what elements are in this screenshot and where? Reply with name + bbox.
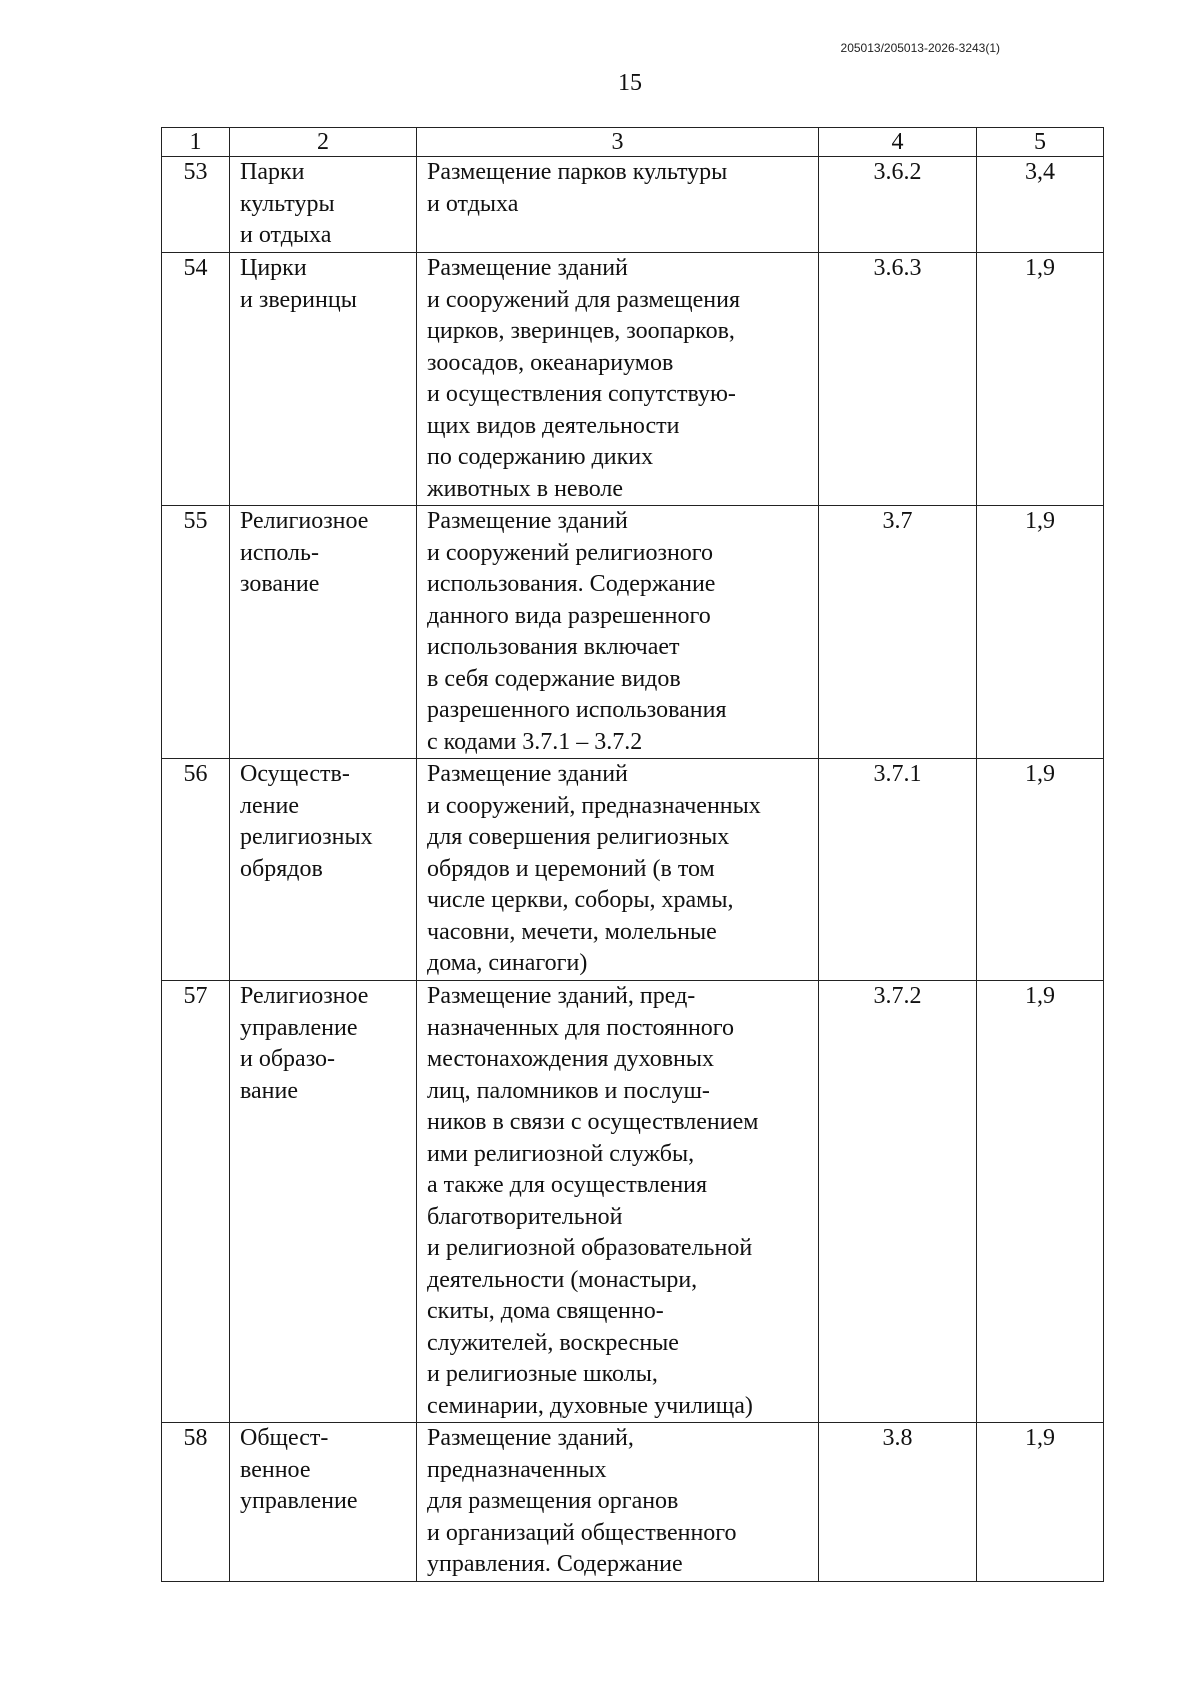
document-id: 205013/205013-2026-3243(1) (840, 41, 1000, 55)
coefficient-value: 1,9 (1025, 761, 1055, 787)
use-type-name: Религиозное управление и образо- вание (240, 983, 369, 1104)
row-number: 53 (183, 159, 208, 185)
use-type-name: Осуществ- ление религиозных обрядов (240, 761, 373, 882)
land-use-table (161, 127, 1104, 1582)
use-type-code: 3.7.2 (873, 983, 922, 1009)
use-type-code: 3.7.1 (873, 761, 922, 787)
use-type-code: 3.7 (882, 508, 913, 534)
use-type-code: 3.8 (882, 1425, 913, 1451)
coefficient-value: 1,9 (1025, 1425, 1055, 1451)
page-number: 15 (618, 70, 642, 96)
coefficient-value: 3,4 (1025, 159, 1055, 185)
column-header: 4 (819, 128, 977, 157)
use-type-description: Размещение парков культуры и отдыха (427, 159, 728, 217)
use-type-name: Общест- венное управление (240, 1425, 358, 1514)
use-type-description: Размещение зданий, предназначенных для размещения органов и организаций общественного управления. Содержание (427, 1425, 737, 1577)
coefficient-value: 1,9 (1025, 983, 1055, 1009)
use-type-name: Парки культуры и отдыха (240, 159, 335, 248)
table-row (162, 157, 1104, 253)
coefficient-value: 1,9 (1025, 508, 1055, 534)
use-type-description: Размещение зданий, пред- назначенных для постоянного местонахождения духовных лиц, паломников и послуш- ников в связи с осуществлением ими религиозной службы, а также для осуществления благотворительной и религиозной образовательной деятельности (монастыри, скиты, дома священно- служителей, воскресные и религиозные школы, семинарии, духовные училища) (427, 983, 759, 1419)
row-number: 54 (183, 255, 208, 281)
table-row (162, 1423, 1104, 1582)
use-type-description: Размещение зданий и сооружений для размещения цирков, зверинцев, зоопарков, зоосадов, океанариумов и осуществления сопутствую- щих видов деятельности по содержанию диких животных в неволе (427, 255, 741, 502)
row-number: 58 (183, 1425, 208, 1451)
column-header: 5 (977, 128, 1104, 157)
table-row (162, 759, 1104, 981)
table-row (162, 981, 1104, 1423)
column-header: 3 (417, 128, 819, 157)
use-type-description: Размещение зданий и сооружений религиозного использования. Содержание данного вида разрешенного использования включает в себя содержание видов разрешенного использования с кодами 3.7.1 – 3.7.2 (427, 508, 727, 755)
row-number: 55 (183, 508, 208, 534)
table-row (162, 253, 1104, 506)
row-number: 57 (183, 983, 208, 1009)
row-number: 56 (183, 761, 208, 787)
coefficient-value: 1,9 (1025, 255, 1055, 281)
use-type-name: Цирки и зверинцы (240, 255, 357, 313)
column-header: 1 (162, 128, 230, 157)
column-header: 2 (230, 128, 417, 157)
use-type-description: Размещение зданий и сооружений, предназначенных для совершения религиозных обрядов и церемоний (в том числе церкви, соборы, храмы, часовни, мечети, молельные дома, синагоги) (427, 761, 761, 976)
table-header-row (162, 128, 1104, 157)
use-type-code: 3.6.2 (873, 159, 922, 185)
use-type-code: 3.6.3 (873, 255, 922, 281)
table-row (162, 506, 1104, 759)
use-type-name: Религиозное исполь- зование (240, 508, 369, 597)
